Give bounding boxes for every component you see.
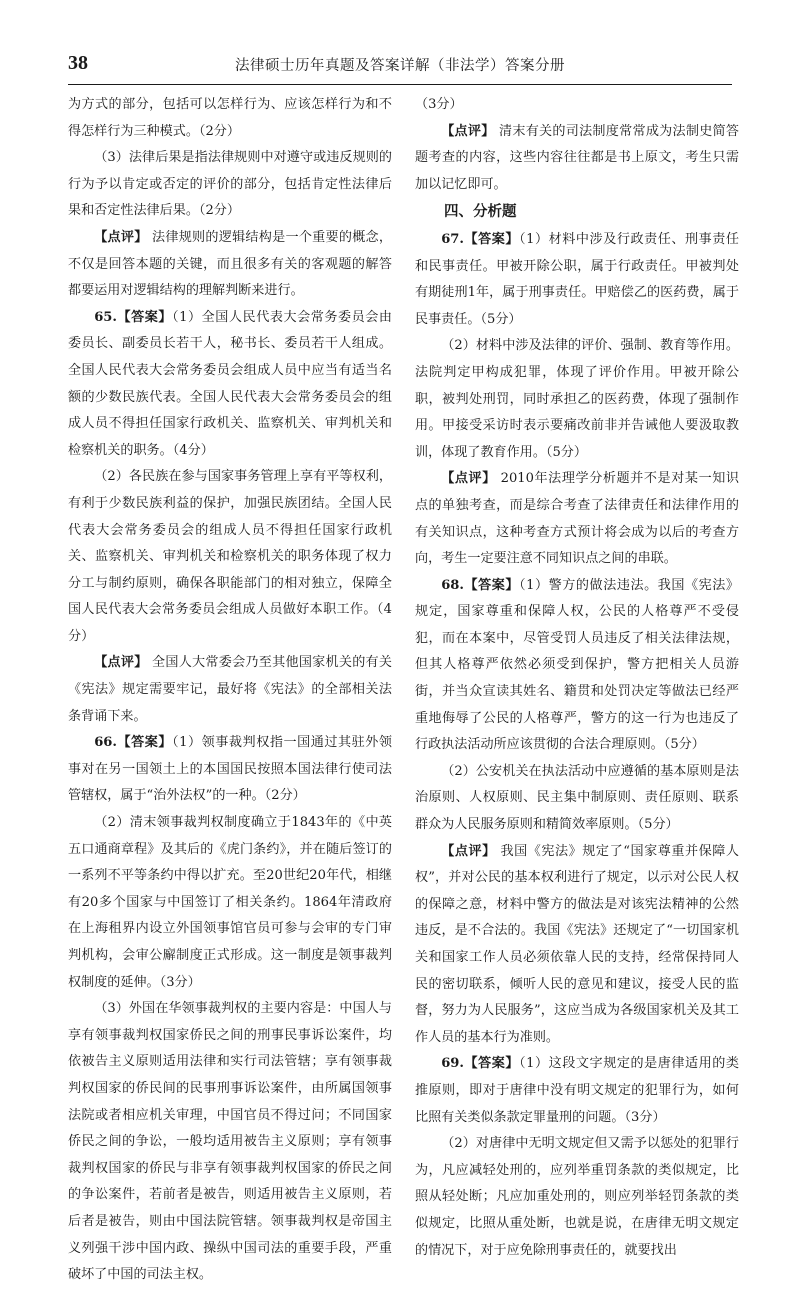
running-title: 法律硕士历年真题及答案详解（非法学）答案分册: [235, 58, 565, 74]
page-header: [68, 44, 732, 85]
paragraph: （2）材料中涉及法律的评价、强制、教育等作用。法院判定甲构成犯罪，体现了评价作用。甲被开除公职，被判处刑罚，同时承担乙的医药费，体现了强制作用。甲接受采访时表示要痛改前非并告诫他人要汲取教训，体现了教育作用。（5分）: [415, 338, 739, 460]
comment-paragraph: 【点评】 我国《宪法》规定了“国家尊重并保障人权”，并对公民的基本权利进行了规定，以示对公民人权的保障之意，材料中警方的做法是对该宪法精神的公然违反，是不合法的。我国《宪法》还规定了“一切国家机关和国家工作人员必须依靠人民的支持，经常保持同人民的密切联系，倾听人民的意见和建议，接受人民的监督，努力为人民服务”，这应当成为各级国家机关及其工作人员的基本行为准则。: [415, 843, 740, 1045]
answer-tag: 65.【答案】: [94, 309, 173, 325]
paragraph: （3分）: [415, 97, 463, 112]
answer-tag: 66.【答案】: [94, 735, 173, 751]
answer-tag: 69.【答案】: [441, 1056, 520, 1072]
paragraph: （2）清末领事裁判权制度确立于1843年的《中英五口通商章程》及其后的《虎门条约》，并在随后签订的一系列不平等条约中得以扩充。至20世纪20年代，相继有20多个国家与中国签订了相关条约。1864年清政府在上海租界内设立外国领事馆官员可参与会审的专门审判机构，会审公廨制度正式形成。这一制度是领事裁判权制度的延伸。（3分）: [68, 815, 392, 990]
answer-paragraph: 68.【答案】（1）警方的做法违法。我国《宪法》规定，国家尊重和保障人权，公民的人格尊严不受侵犯，而在本案中，尽管受罚人员违反了相关法律法规，但其人格尊严依然必须受到保护，警方把相关人员游街，并当众宣读其姓名、籍贯和处罚决定等做法已经严重地侮辱了公民的人格尊严，警方的这一行为也违反了行政执法活动所应该贯彻的合法合理原则。（5分）: [415, 577, 740, 753]
answer-tag: 68.【答案】: [441, 577, 520, 593]
right-column: [415, 92, 739, 1264]
comment-tag: 【点评】: [441, 471, 496, 487]
left-column: [68, 92, 392, 1289]
answer-paragraph: 65.【答案】（1）全国人民代表大会常务委员会由委员长、副委员长若干人，秘书长、委员若干人组成。全国人民代表大会常务委员会组成人员中应当有适当名额的少数民族代表。全国人民代表大会常务委员会的组成人员不得担任国家行政机关、监察机关、审判机关和检察机关的职务。（4分）: [68, 309, 393, 458]
comment-paragraph: 【点评】 2010年法理学分析题并不是对某一知识点的单独考查，而是综合考查了法律责任和法律作用的有关知识点，这种考查方式预计将会成为以后的考查方向，考生一定要注意不同知识点之间的串联。: [415, 471, 740, 567]
paragraph: （2）各民族在参与国家事务管理上享有平等权利，有利于少数民族利益的保护，加强民族团结。全国人民代表大会常务委员会的组成人员不得担任国家行政机关、监察机关、审判机关和检察机关的职务体现了权力分工与制约原则，确保各职能部门的相对独立，保障全国人民代表大会常务委员会组成人员做好本职工作。（4分）: [68, 469, 392, 644]
comment-tag: 【点评】: [441, 843, 496, 859]
paragraph: 为方式的部分，包括可以怎样行为、应该怎样行为和不得怎样行为三种模式。（2分）: [68, 97, 392, 139]
page-number: 38: [68, 52, 88, 74]
paragraph: （2）公安机关在执法活动中应遵循的基本原则是法治原则、人权原则、民主集中制原则、责任原则、联系群众为人民服务原则和精简效率原则。（5分）: [415, 763, 739, 833]
comment-tag: 【点评】: [94, 655, 148, 671]
answer-paragraph: 66.【答案】（1）领事裁判权指一国通过其驻外领事对在另一国领土上的本国国民按照本国法律行使司法管辖权，属于“治外法权”的一种。（2分）: [68, 735, 393, 804]
comment-tag: 【点评】: [441, 123, 495, 139]
answer-tag: 67.【答案】: [441, 231, 520, 247]
answer-paragraph: 67.【答案】（1）材料中涉及行政责任、刑事责任和民事责任。甲被开除公职，属于行政责任。甲被判处有期徒刑1年，属于刑事责任。甲赔偿乙的医药费，属于民事责任。（5分）: [415, 231, 740, 327]
paragraph: （3）外国在华领事裁判权的主要内容是：中国人与享有领事裁判权国家侨民之间的刑事民事诉讼案件，均依被告主义原则适用法律和实行司法管辖；享有领事裁判权国家的侨民间的民事刑事诉讼案件，由所属国领事法院或者相应机关审理，中国官员不得过问；不同国家侨民之间的争讼，一般均适用被告主义原则；享有领事裁判权国家的侨民与非享有领事裁判权国家的侨民之间的争讼案件，若前者是被告，则适用被告主义原则，若后者是被告，则由中国法院管辖。领事裁判权是帝国主义列强干涉中国内政、操纵中国司法的重要手段，严重破坏了中国的司法主权。: [68, 1001, 392, 1283]
comment-paragraph: 【点评】 法律规则的逻辑结构是一个重要的概念，不仅是回答本题的关键，而且很多有关的客观题的解答都要运用对逻辑结构的理解判断来进行。: [68, 229, 392, 299]
comment-paragraph: 【点评】 全国人大常委会乃至其他国家机关的有关《宪法》规定需要牢记，最好将《宪法》的全部相关法条背诵下来。: [68, 655, 392, 724]
answer-paragraph: 69.【答案】（1）这段文字规定的是唐律适用的类推原则，即对于唐律中没有明文规定的犯罪行为，如何比照有关类似条款定罪量刑的问题。（3分）: [415, 1056, 740, 1125]
section-heading: 四、分析题: [444, 204, 517, 221]
paragraph: （3）法律后果是指法律规则中对遵守或违反规则的行为予以肯定或否定的评价的部分，包括肯定性法律后果和否定性法律后果。（2分）: [68, 150, 392, 219]
comment-paragraph: 【点评】 清末有关的司法制度常常成为法制史简答题考查的内容，这些内容往往都是书上原文，考生只需加以记忆即可。: [415, 123, 739, 192]
paragraph: （2）对唐律中无明文规定但又需予以惩处的犯罪行为，凡应减轻处刑的，应列举重罚条款的类似规定，比照从轻处断；凡应加重处刑的，则应列举轻罚条款的类似规定，比照从重处断，也就是说，在唐律无明文规定的情况下，对于应免除刑事责任的，就要找出: [415, 1136, 739, 1258]
comment-tag: 【点评】: [94, 229, 148, 245]
